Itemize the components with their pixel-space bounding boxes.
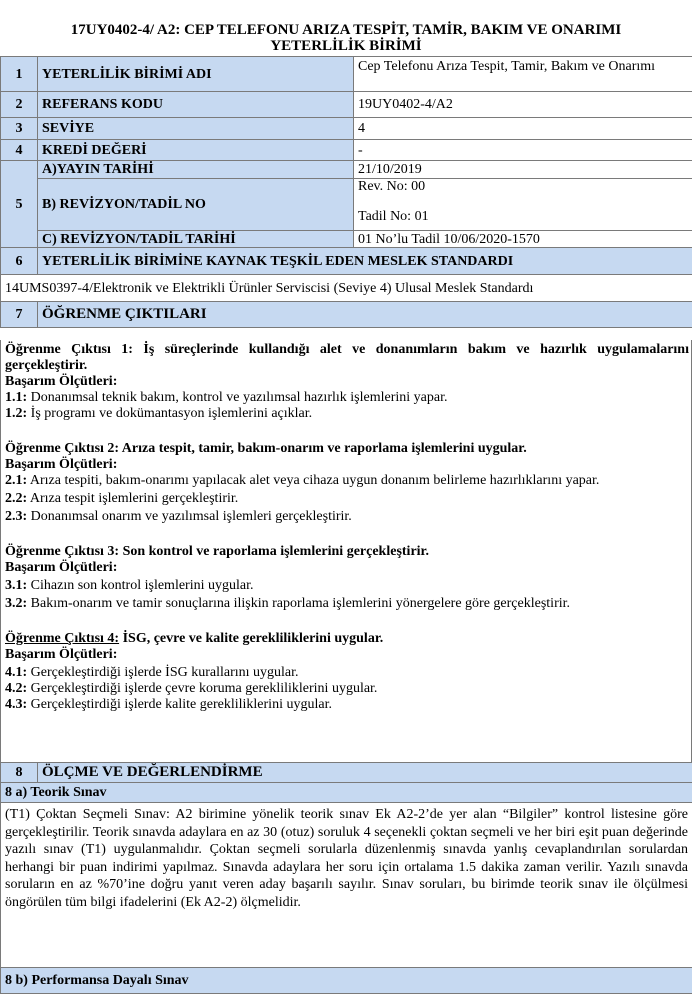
criteria-label: Başarım Ölçütleri: — [5, 374, 689, 390]
revision-number: Rev. No: 00 — [358, 179, 688, 194]
outcome-prefix: Öğrenme Çıktısı 2: — [5, 441, 119, 456]
row-value: - — [354, 140, 692, 161]
unit-info-table — [0, 56, 692, 328]
criterion-text: Bakım-onarım ve tamir sonuçlarına ilişkin raporlama işlemlerini yönergelere göre gerçekleştirir. — [27, 596, 570, 611]
row-label: REFERANS KODU — [38, 92, 354, 118]
row-label: ÖLÇME VE DEĞERLENDİRME — [38, 763, 692, 783]
criterion-code: 2.1: — [5, 473, 27, 488]
outcome-prefix: Öğrenme Çıktısı 4: — [5, 631, 119, 646]
row-value: 4 — [354, 118, 692, 140]
title-line-2: YETERLİLİK BİRİMİ — [0, 38, 692, 54]
outcome-2-title — [5, 441, 689, 457]
theory-exam-label: 8 a) Teorik Sınav — [1, 783, 692, 803]
criterion-text: Gerçekleştirdiği işlerde kalite gerekliliklerini uygular. — [27, 697, 332, 712]
criterion-text: Donanımsal onarım ve yazılımsal işlemleri gerçekleştirir. — [27, 509, 352, 524]
row-unit-name — [1, 57, 692, 92]
criterion-3-1 — [5, 578, 689, 594]
row-revision-date — [1, 231, 692, 248]
criterion-2-1 — [5, 473, 689, 489]
outcome-3-title — [5, 544, 689, 560]
row-theory-exam-header — [1, 783, 692, 803]
criterion-text: İş programı ve dokümantasyon işlemlerini açıklar. — [27, 406, 312, 421]
title-line-1: 17UY0402-4/ A2: CEP TELEFONU ARIZA TESPİT, TAMİR, BAKIM VE ONARIMI — [0, 22, 692, 38]
row-label: KREDİ DEĞERİ — [38, 140, 354, 161]
row-label: A)YAYIN TARİHİ — [38, 161, 354, 179]
criterion-4-2 — [5, 681, 689, 697]
outcome-text: Arıza tespit, tamir, bakım-onarım ve raporlama işlemlerini uygular. — [119, 441, 527, 456]
row-publish-date — [1, 161, 692, 179]
criterion-code: 3.2: — [5, 596, 27, 611]
outcome-prefix: Öğrenme Çıktısı 1: — [5, 342, 133, 357]
outcome-1-title — [5, 342, 689, 374]
row-number: 2 — [1, 92, 38, 118]
row-reference-code — [1, 92, 692, 118]
outcome-text: İş süreçlerinde kullandığı alet ve donanımların bakım ve hazırlık uygulamalarını gerçekleştirir. — [5, 342, 689, 373]
row-value — [354, 179, 692, 231]
criteria-label: Başarım Ölçütleri: — [5, 647, 689, 663]
theory-exam-text: (T1) Çoktan Seçmeli Sınav: A2 birimine yönelik teorik sınav Ek A2-2’de yer alan “Bilgiler” kontrol listesine göre gerçekleştirilir. Teorik sınavda adaylara en az 30 (otuz) soruluk 4 seçenekli çoktan seçmeli ve her biri eşit puan değerinde yazılı sınav (T1) uygulanmalıdır. Çoktan seçmeli sorularla düzenlenmiş sınavda yanlış cevaplandırılan sorulardan herhangi bir puan indirimi yapılmaz. Sınavda adaylara her soru için ortalama 1.5 dakika zaman verilir. Yazılı sınavda soruların en az %70’ine doğru yanıt veren aday başarılı sayılır. Sınav soruları, bu birimde teorik sınav ile ölçülmesi öngörülen tüm bilgi ifadelerini (Ek A2-2) ölçmelidir. — [1, 803, 692, 968]
row-label: SEVİYE — [38, 118, 354, 140]
row-revision-no — [1, 179, 692, 231]
criterion-4-3 — [5, 697, 689, 713]
row-number: 3 — [1, 118, 38, 140]
standard-value: 14UMS0397-4/Elektronik ve Elektrikli Ürünler Serviscisi (Seviye 4) Ulusal Meslek Standardı — [1, 275, 692, 302]
row-number: 6 — [1, 248, 38, 275]
row-value: 21/10/2019 — [354, 161, 692, 179]
criterion-code: 1.2: — [5, 406, 27, 421]
row-standard-value — [1, 275, 692, 302]
row-performance-exam-header — [1, 968, 692, 994]
row-value: Cep Telefonu Arıza Tespit, Tamir, Bakım ve Onarımı — [354, 57, 692, 92]
row-number: 4 — [1, 140, 38, 161]
row-number: 8 — [1, 763, 38, 783]
criterion-text: Gerçekleştirdiği işlerde çevre koruma gerekliliklerini uygular. — [27, 681, 377, 696]
row-label: B) REVİZYON/TADİL NO — [38, 179, 354, 231]
criterion-4-1 — [5, 665, 689, 681]
row-level — [1, 118, 692, 140]
criterion-text: Arıza tespit işlemlerini gerçekleştirir. — [27, 491, 238, 506]
outcome-text: Son kontrol ve raporlama işlemlerini gerçekleştirir. — [119, 544, 429, 559]
criterion-code: 1.1: — [5, 390, 27, 405]
criterion-1-2 — [5, 406, 689, 422]
criterion-text: Gerçekleştirdiği işlerde İSG kurallarını uygular. — [27, 665, 298, 680]
row-label: YETERLİLİK BİRİMİNE KAYNAK TEŞKİL EDEN MESLEK STANDARDI — [38, 248, 692, 275]
row-label: ÖĞRENME ÇIKTILARI — [38, 302, 692, 328]
row-theory-exam-text — [1, 803, 692, 968]
criterion-code: 4.1: — [5, 665, 27, 680]
criterion-text: Arıza tespiti, bakım-onarımı yapılacak alet veya cihaza uygun donanım belirleme hazırlıklarını yapar. — [27, 473, 599, 488]
row-label: YETERLİLİK BİRİMİ ADI — [38, 57, 354, 92]
learning-outcomes-body — [5, 340, 689, 762]
performance-exam-label: 8 b) Performansa Dayalı Sınav — [1, 968, 692, 994]
outcome-text: İSG, çevre ve kalite gerekliliklerini uygular. — [119, 631, 383, 646]
row-number: 7 — [1, 302, 38, 328]
amendment-number: Tadil No: 01 — [358, 209, 688, 224]
criterion-code: 2.3: — [5, 509, 27, 524]
criteria-label: Başarım Ölçütleri: — [5, 560, 689, 576]
criterion-code: 3.1: — [5, 578, 27, 593]
row-label: C) REVİZYON/TADİL TARİHİ — [38, 231, 354, 248]
criteria-label: Başarım Ölçütleri: — [5, 457, 689, 473]
row-learning-outcomes-header — [1, 302, 692, 328]
row-credit — [1, 140, 692, 161]
criterion-1-1 — [5, 390, 689, 406]
document-title — [0, 22, 692, 54]
criterion-code: 4.2: — [5, 681, 27, 696]
row-value: 01 No’lu Tadil 10/06/2020-1570 — [354, 231, 692, 248]
criterion-code: 4.3: — [5, 697, 27, 712]
row-number: 1 — [1, 57, 38, 92]
outcome-prefix: Öğrenme Çıktısı 3: — [5, 544, 119, 559]
row-assessment-header — [1, 763, 692, 783]
criterion-3-2 — [5, 596, 689, 612]
assessment-header-table — [0, 762, 692, 994]
criterion-2-3 — [5, 509, 689, 525]
row-standard-header — [1, 248, 692, 275]
criterion-text: Donanımsal teknik bakım, kontrol ve yazılımsal hazırlık işlemlerini yapar. — [27, 390, 447, 405]
criterion-2-2 — [5, 491, 689, 507]
criterion-text: Cihazın son kontrol işlemlerini uygular. — [27, 578, 253, 593]
outcome-4-title — [5, 631, 689, 647]
criterion-code: 2.2: — [5, 491, 27, 506]
row-value: 19UY0402-4/A2 — [354, 92, 692, 118]
row-number: 5 — [1, 161, 38, 248]
